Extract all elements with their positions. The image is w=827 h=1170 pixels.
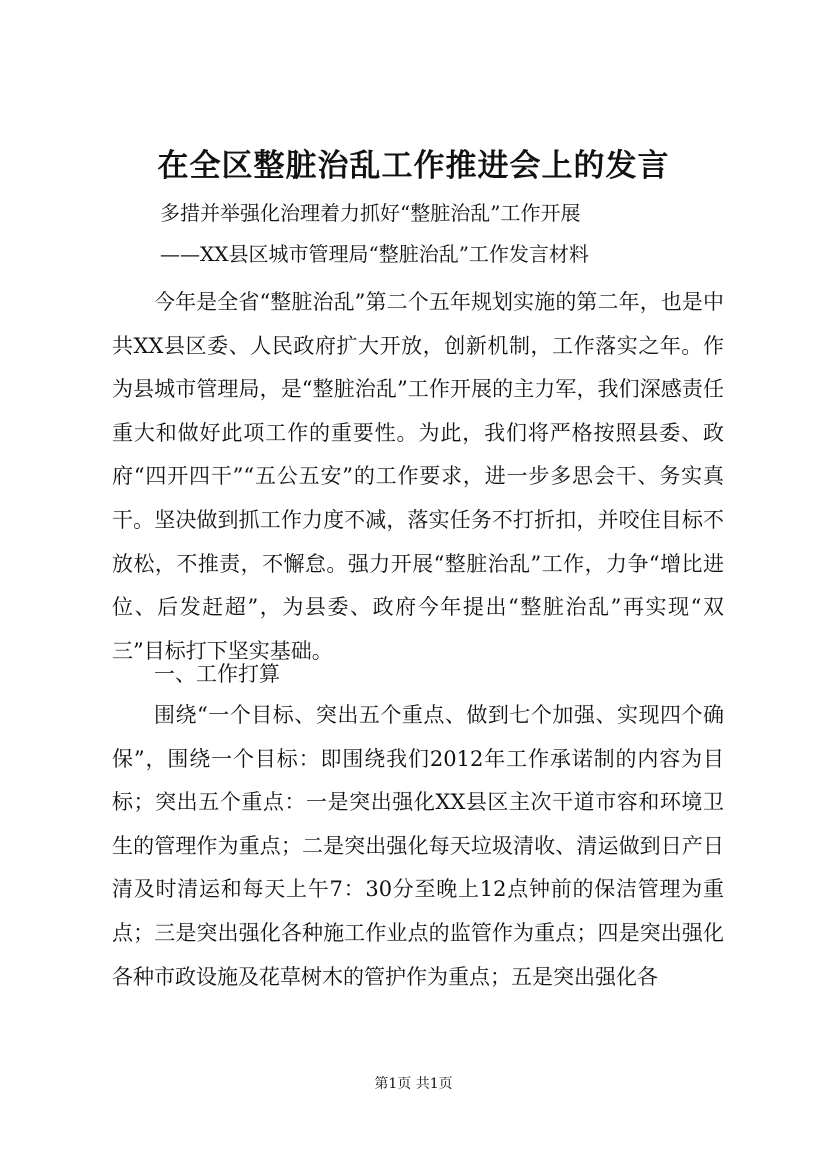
- page-footer: 第1页 共1页: [374, 1076, 453, 1092]
- document-byline: ——XX县区城市管理局“整脏治乱”工作发言材料: [160, 242, 589, 266]
- intro-paragraph-text: 今年是全省“整脏治乱”第二个五年规划实施的第二年，也是中共XX县区委、人民政府扩大开放，创新机制，工作落实之年。作为县城市管理局，是“整脏治乱”工作开展的主力军，我们深感责任重大和做好此项工作的重要性。为此，我们将严格按照县委、政府“四开四干”“五公五安”的工作要求，进一步多思会干、务实真干。坚决做到抓工作力度不减，落实任务不打折扣，并咬住目标不放松，不推责，不懈怠。强力开展“整脏治乱”工作，力争“增比进位、后发赶超”，为县委、政府今年提出“整脏治乱”再实现“双三”目标打下坚实基础。: [112, 290, 724, 663]
- document-title: 在全区整脏治乱工作推进会上的发言: [157, 148, 670, 184]
- document-subtitle: 多措并举强化治理着力抓好“整脏治乱”工作开展: [160, 201, 581, 225]
- work-plan-paragraph: [112, 694, 724, 999]
- section-heading: 一、工作打算: [154, 662, 280, 686]
- work-plan-paragraph-text: 围绕“一个目标、突出五个重点、做到七个加强、实现四个确保”，围绕一个目标：即围绕我们2012年工作承诺制的内容为目标；突出五个重点：一是突出强化XX县区主次干道市容和环境卫生的管理作为重点；二是突出强化每天垃圾清收、清运做到日产日清及时清运和每天上午7：30分至晚上12点钟前的保洁管理为重点；三是突出强化各种施工作业点的监管作为重点；四是突出强化各种市政设施及花草树木的管护作为重点；五是突出强化各: [112, 703, 724, 989]
- intro-paragraph: [112, 281, 724, 673]
